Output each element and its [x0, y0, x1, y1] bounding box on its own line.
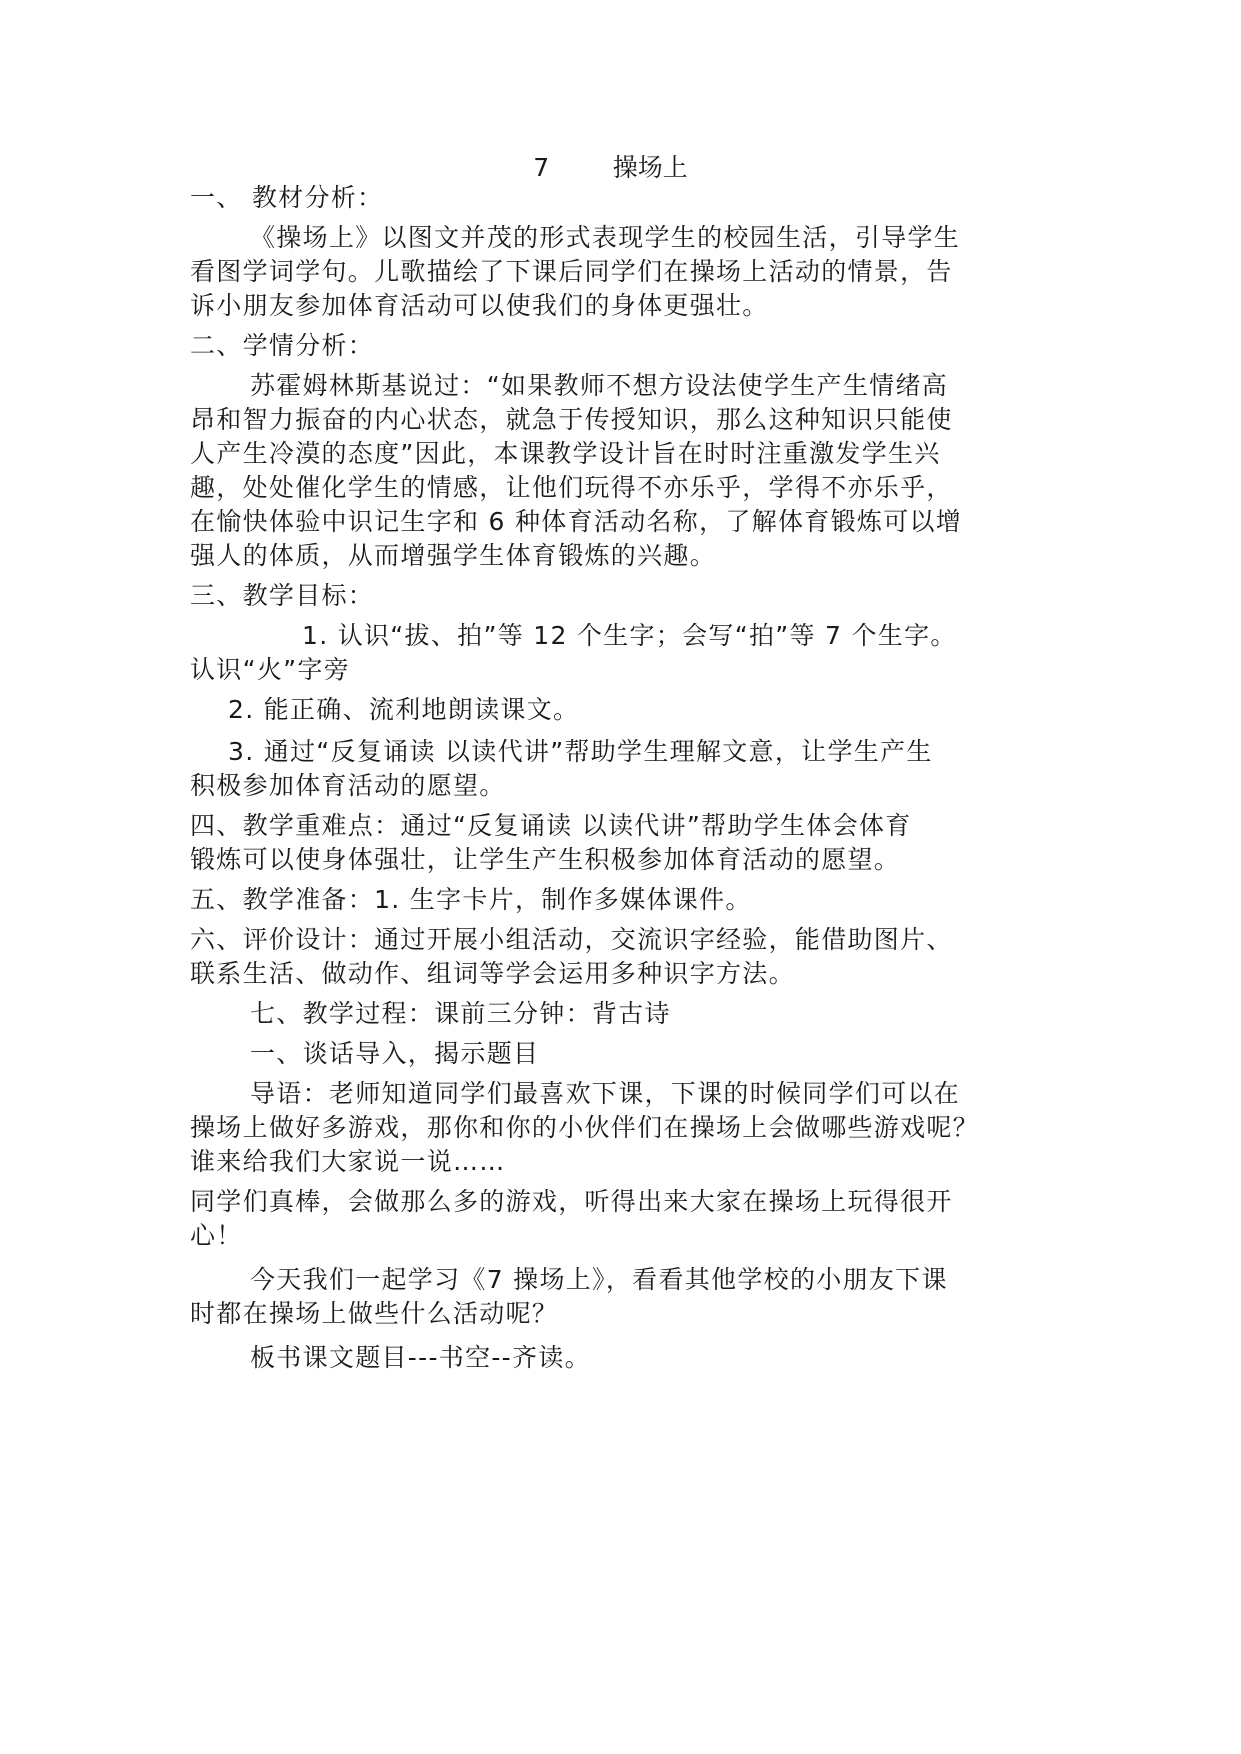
heading-student-analysis: 二、学情分析： — [190, 331, 375, 360]
paragraph-line: 强人的体质，从而增强学生体育锻炼的兴趣。 — [190, 541, 717, 570]
paragraph-line: 《操场上》以图文并茂的形式表现学生的校园生活，引导学生 — [250, 223, 961, 252]
paragraph-line: 谁来给我们大家说一说…… — [190, 1147, 506, 1176]
paragraph-line: 操场上做好多游戏，那你和你的小伙伴们在操场上会做哪些游戏呢？ — [190, 1113, 980, 1142]
heading-teaching-process: 七、教学过程：课前三分钟：背古诗 — [250, 999, 671, 1028]
paragraph-line: 昂和智力振奋的内心状态，就急于传授知识，那么这种知识只能使 — [190, 405, 953, 434]
paragraph-line: 今天我们一起学习《7 操场上》，看看其他学校的小朋友下课 — [250, 1265, 948, 1294]
paragraph-line: 苏霍姆林斯基说过：“如果教师不想方设法使学生产生情绪高 — [250, 371, 949, 400]
paragraph-line: 板书课文题目---书空--齐读。 — [250, 1343, 591, 1372]
subheading-intro: 一、谈话导入，揭示题目 — [250, 1039, 540, 1068]
paragraph-line: 心！ — [190, 1221, 243, 1250]
paragraph-line: 同学们真棒，会做那么多的游戏，听得出来大家在操场上玩得很开 — [190, 1187, 953, 1216]
heading-teaching-goals: 三、教学目标： — [190, 581, 375, 610]
paragraph-line: 人产生冷漠的态度”因此，本课教学设计旨在时时注重激发学生兴 — [190, 439, 941, 468]
paragraph-line: 积极参加体育活动的愿望。 — [190, 771, 506, 800]
heading-textbook-analysis: 一、 教材分析： — [190, 183, 384, 212]
goal-item-2: 2. 能正确、流利地朗读课文。 — [228, 695, 580, 724]
paragraph-line: 锻炼可以使身体强壮，让学生产生积极参加体育活动的愿望。 — [190, 845, 901, 874]
paragraph-line: 认识“火”字旁 — [190, 655, 351, 684]
heading-evaluation: 六、评价设计：通过开展小组活动，交流识字经验，能借助图片、 — [190, 925, 953, 954]
paragraph-line: 诉小朋友参加体育活动可以使我们的身体更强壮。 — [190, 291, 769, 320]
paragraph-line: 趣，处处催化学生的情感，让他们玩得不亦乐乎，学得不亦乐乎， — [190, 473, 953, 502]
page-title: 7 操场上 — [533, 153, 688, 182]
goal-item-3: 3. 通过“反复诵读 以读代讲”帮助学生理解文意，让学生产生 — [228, 737, 933, 766]
paragraph-line: 联系生活、做动作、组词等学会运用多种识字方法。 — [190, 959, 795, 988]
goal-item-1: 1. 认识“拔、拍”等 12 个生字；会写“拍”等 7 个生字。 — [302, 621, 957, 650]
paragraph-line: 在愉快体验中识记生字和 6 种体育活动名称，了解体育锻炼可以增 — [190, 507, 963, 536]
heading-key-points: 四、教学重难点：通过“反复诵读 以读代讲”帮助学生体会体育 — [190, 811, 912, 840]
heading-preparation: 五、教学准备：1. 生字卡片，制作多媒体课件。 — [190, 885, 752, 914]
paragraph-line: 看图学词学句。儿歌描绘了下课后同学们在操场上活动的情景，告 — [190, 257, 953, 286]
paragraph-line: 导语：老师知道同学们最喜欢下课，下课的时候同学们可以在 — [250, 1079, 961, 1108]
paragraph-line: 时都在操场上做些什么活动呢？ — [190, 1299, 559, 1328]
